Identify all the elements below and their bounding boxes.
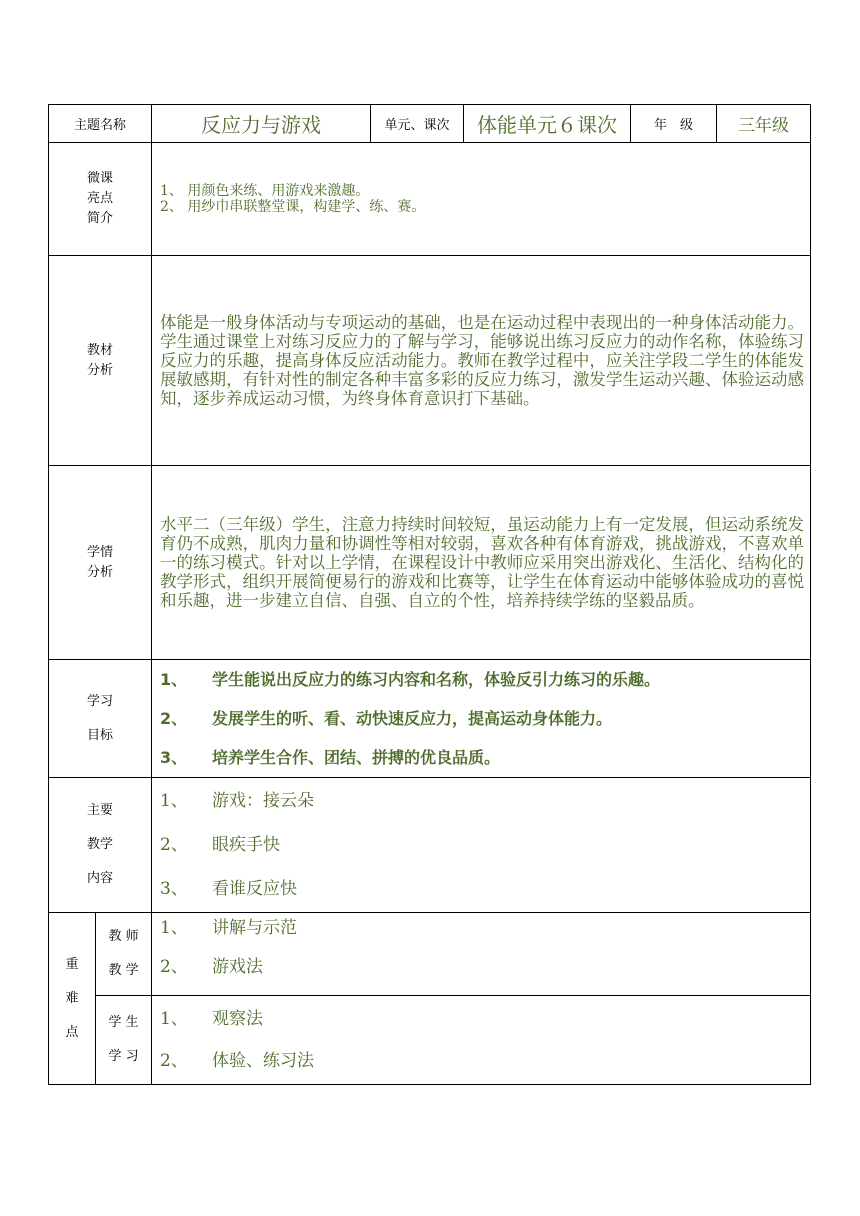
content-label-line: 主要	[87, 803, 114, 818]
content-label-line: 内容	[87, 871, 114, 886]
unit-label: 单元、课次	[371, 105, 464, 143]
key-points-label-line: 难	[65, 990, 79, 1006]
material-text: 体能是一般身体活动与专项运动的基础，也是在运动过程中表现出的一种身体活动能力。学生通过课堂上对练习反应力的了解与学习，能够说出练习反应力的动作名称，体验练习反应力的乐趣，提高身体反应活动能力。教师在教学过程中，应关注学段二学生的体能发展敏感期，有针对性的制定各种丰富多彩的反应力练习，激发学生运动兴趣、体验运动感知，逐步养成运动习惯，为终身体育意识打下基础。	[152, 256, 811, 466]
teacher-label-line: 教 师	[108, 929, 139, 944]
key-points-label-line: 点	[65, 1024, 79, 1040]
content-item	[160, 823, 810, 867]
lesson-plan-document	[48, 104, 810, 1085]
content-number: 3、	[160, 879, 188, 899]
highlights-row	[49, 143, 811, 256]
objectives-label-line: 目标	[87, 727, 114, 743]
teacher-label-line: 教 学	[108, 963, 139, 978]
objective-number: 3、	[160, 748, 188, 767]
student-method-item	[160, 998, 810, 1040]
objective-item	[160, 699, 810, 738]
objective-text: 发展学生的听、看、动快速反应力，提高运动身体能力。	[212, 709, 613, 728]
content-text: 看谁反应快	[212, 879, 298, 899]
objectives-row	[49, 660, 811, 778]
lesson-plan-table	[48, 104, 811, 1085]
topic-value: 反应力与游戏	[152, 105, 371, 143]
content-label	[49, 778, 152, 913]
content-item	[160, 779, 810, 823]
learner-text: 水平二（三年级）学生，注意力持续时间较短，虽运动能力上有一定发展，但运动系统发育仍不成熟，肌肉力量和协调性等相对较弱，喜欢各种有体育游戏，挑战游戏，不喜欢单一的练习模式。针对以上学情，在课程设计中教师应采用突出游戏化、生活化、结构化的教学形式，组织开展简便易行的游戏和比赛等，让学生在体育运动中能够体验成功的喜悦和乐趣，进一步建立自信、自强、自立的个性，培养持续学练的坚毅品质。	[152, 466, 811, 660]
student-row	[49, 996, 811, 1085]
method-number: 1、	[160, 918, 188, 938]
teacher-method-item	[160, 915, 810, 941]
student-methods	[152, 996, 811, 1085]
material-label	[49, 256, 152, 466]
content-item	[160, 867, 810, 911]
objective-number: 2、	[160, 709, 188, 728]
objectives-label	[49, 660, 152, 778]
material-label-line: 教材	[87, 342, 114, 358]
material-label-line: 分析	[87, 362, 114, 378]
student-label	[96, 996, 152, 1085]
highlights-label	[49, 143, 152, 256]
content-text: 游戏：接云朵	[212, 791, 315, 811]
content-number: 1、	[160, 791, 188, 811]
learner-label-line: 学情	[87, 544, 114, 560]
highlights-label-line: 微课	[87, 171, 114, 186]
student-label-line: 学 生	[108, 1015, 139, 1030]
highlight-item: 1、 用颜色来练、用游戏来激趣。	[160, 183, 370, 199]
learner-row	[49, 466, 811, 660]
grade-label: 年 级	[631, 105, 717, 143]
material-row	[49, 256, 811, 466]
highlights-label-line: 亮点	[87, 191, 114, 206]
unit-value: 体能单元６课次	[464, 105, 631, 143]
content-row	[49, 778, 811, 913]
objectives-label-line: 学习	[87, 693, 114, 709]
highlights-list	[152, 143, 811, 256]
key-points-label-line: 重	[65, 956, 79, 972]
method-number: 2、	[160, 1051, 188, 1071]
highlights-label-line: 简介	[87, 211, 114, 226]
learner-label	[49, 466, 152, 660]
teacher-label	[96, 913, 152, 996]
learner-label-line: 分析	[87, 564, 114, 580]
objective-number: 1、	[160, 670, 188, 689]
objective-item	[160, 738, 810, 777]
content-text: 眼疾手快	[212, 835, 281, 855]
content-list	[152, 778, 811, 913]
teacher-row	[49, 913, 811, 996]
objective-item	[160, 660, 810, 699]
grade-value: 三年级	[717, 105, 811, 143]
student-method-item	[160, 1040, 810, 1082]
method-text: 体验、练习法	[212, 1051, 315, 1071]
highlight-item: 2、 用纱巾串联整堂课，构建学、练、赛。	[160, 199, 426, 215]
key-points-label	[49, 913, 96, 1085]
objective-text: 培养学生合作、团结、拼搏的优良品质。	[212, 748, 501, 767]
method-number: 2、	[160, 957, 188, 977]
topic-label: 主题名称	[49, 105, 152, 143]
method-number: 1、	[160, 1009, 188, 1029]
method-text: 观察法	[212, 1009, 264, 1029]
header-row	[49, 105, 811, 143]
method-text: 讲解与示范	[212, 918, 298, 938]
teacher-methods	[152, 913, 811, 996]
teacher-method-item	[160, 954, 810, 980]
student-label-line: 学 习	[108, 1049, 139, 1064]
content-label-line: 教学	[87, 837, 114, 852]
content-number: 2、	[160, 835, 188, 855]
objective-text: 学生能说出反应力的练习内容和名称，体验反引力练习的乐趣。	[212, 670, 661, 689]
method-text: 游戏法	[212, 957, 264, 977]
objectives-list	[152, 660, 811, 778]
